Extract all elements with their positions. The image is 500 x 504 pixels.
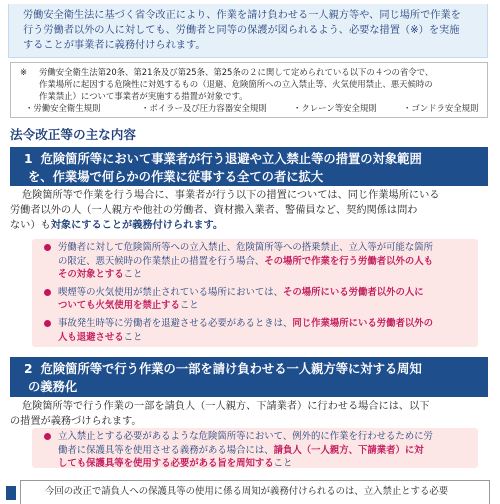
measure-1-line-3 <box>58 268 468 282</box>
measure-2-emphasis: その場所にいる労働者以外の人に <box>283 286 424 298</box>
section-2-title-band <box>10 357 488 397</box>
measure-1-emphasis: その場所で作業を行う労働者以外の人も <box>264 255 434 267</box>
bullet-dot-icon <box>44 289 51 296</box>
rule-item: ・ゴンドラ安全規則 <box>403 103 479 113</box>
section-2-measures-box <box>32 428 478 468</box>
bullet-dot-icon <box>44 433 51 440</box>
note-line-2: 作業場所に起因する危険性に対処するもの（退避、危険箇所への立入禁止等、火気使用禁止、悪天候時の <box>39 79 433 89</box>
measure-4-line-2-text: 働者に保護具等を使用させる義務がある場合には、 <box>58 444 274 456</box>
rule-item: ・ボイラー及び圧力容器安全規則 <box>141 103 267 113</box>
measure-item-4 <box>42 430 468 471</box>
note-mark: ※ <box>20 67 28 77</box>
rule-item: ・労働安全衛生規則 <box>25 103 101 113</box>
note-box <box>10 62 488 118</box>
measure-3-line-1 <box>58 317 468 331</box>
footer-note-text: 今回の改正で請負人への保護具等の使用に係る周知が義務付けられるのは、立入禁止とする必要 <box>45 486 449 497</box>
measure-1-line-2 <box>58 255 468 269</box>
measure-4-emphasis-cont: しても保護具等を使用する必要がある旨を周知する <box>58 458 274 470</box>
intro-line-2: 行う労働者以外の人に対しても、労働者と同等の保護が図られるよう、必要な措置（※）を実施 <box>23 25 460 36</box>
measure-item-2 <box>42 286 468 313</box>
rule-item: ・クレーン等安全規則 <box>293 103 377 113</box>
measure-4-line-1: 立入禁止とする必要があるような危険箇所等において、例外的に作業を行わせるために労 <box>58 431 433 442</box>
intro-box <box>8 4 488 58</box>
measure-3-suffix: こと <box>123 331 143 343</box>
section-2-paragraph <box>10 399 488 429</box>
section-1-number: 1 <box>24 152 33 166</box>
measure-item-1 <box>42 241 468 282</box>
footer-note-box <box>20 480 490 504</box>
section-1-paragraph <box>10 188 488 233</box>
note-text <box>39 66 484 102</box>
measure-2-line-2 <box>58 299 468 313</box>
bullet-dot-icon <box>44 244 51 251</box>
section-heading: 法令改正等の主な内容 <box>10 127 136 142</box>
measure-4-line-2 <box>58 444 468 458</box>
section-2-para-line-2: の措置が義務づけられます。 <box>10 416 142 427</box>
measure-3-line-1-text: 事故発生時等に労働者を退避させる必要があるときは、 <box>58 317 293 329</box>
section-1-para-line-2: 労働者以外の人（一人親方や他社の労働者、資材搬入業者、警備員など、契約関係は問わ <box>10 205 418 216</box>
section-1-measures-box <box>32 239 478 347</box>
measure-3-line-2 <box>58 331 468 345</box>
section-1-title-band <box>10 147 488 186</box>
intro-line-3: することが事業者に義務付けられます。 <box>23 40 206 51</box>
measure-2-emphasis-cont: ついても火気使用を禁止する <box>58 300 180 312</box>
section-2-title-line-2: の義務化 <box>28 380 78 394</box>
section-2-title-line-1: 危険箇所等で行う作業の一部を請け負わせる一人親方等に対する周知 <box>40 362 422 376</box>
measure-2-line-1-text: 喫煙等の火気使用が禁止されている場所においては、 <box>58 286 284 298</box>
footer-marker-icon <box>6 486 16 500</box>
section-1-para-emphasis: 対象にすることが義務付けられます。 <box>50 220 224 231</box>
measure-4-suffix: こと <box>273 458 293 470</box>
section-1-title-line-2: を、作業場で何らかの作業に従事する全ての者に拡大 <box>28 170 324 184</box>
measure-1-line-1: 労働者に対して危険箇所等への立入禁止、危険箇所等への搭乗禁止、立入等が可能な箇所 <box>58 242 434 253</box>
section-1-para-line-1: 危険箇所等で作業を行う場合に、事業者が行う以下の措置については、同じ作業場所にいる <box>22 190 440 201</box>
measure-1-emphasis-cont: その対象とする <box>58 269 124 281</box>
bullet-dot-icon <box>44 320 51 327</box>
measure-3-emphasis: 同じ作業場所にいる労働者以外の <box>292 317 434 329</box>
section-1-para-line-3-text: ない）も <box>10 220 51 231</box>
measure-2-suffix: こと <box>179 300 199 312</box>
section-1-title-line-1: 危険箇所等において事業者が行う退避や立入禁止等の措置の対象範囲 <box>40 152 422 166</box>
measure-3-emphasis-cont: 人も退避させる <box>58 331 124 343</box>
measure-4-emphasis: 請負人（一人親方、下請業者）に対 <box>273 444 424 456</box>
section-2-para-line-1: 危険箇所等で行う作業の一部を請負人（一人親方、下請業者）に行わせる場合には、以下 <box>22 401 430 412</box>
intro-line-1: 労働安全衛生法に基づく省令改正により、作業を請け負わせる一人親方等や、同じ場所で作業を <box>23 10 461 21</box>
section-2-number: 2 <box>24 362 33 376</box>
measure-1-line-2-text: の限定、悪天候時の作業禁止の措置を行う場合、 <box>58 255 265 267</box>
measure-item-3 <box>42 317 468 344</box>
section-1-para-line-3 <box>10 218 488 233</box>
note-line-3: 作業禁止）について事業者が実施する措置が対象です。 <box>39 91 248 101</box>
measure-1-suffix: こと <box>123 269 143 281</box>
measure-2-line-1 <box>58 286 468 300</box>
note-line-1: 労働安全衛生法第20条、第21条及び第25条、第25条の２に関して定められている以下の４つの省令で、 <box>39 67 434 77</box>
measure-4-line-3 <box>58 457 468 471</box>
